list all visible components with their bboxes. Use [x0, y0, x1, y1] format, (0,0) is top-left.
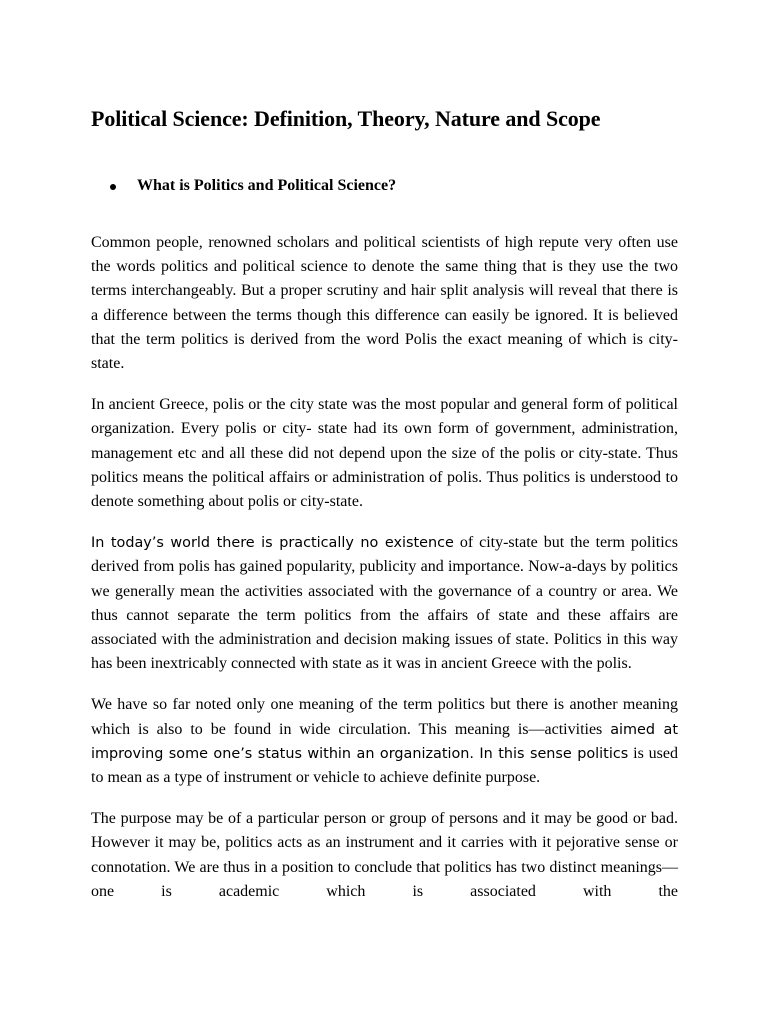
paragraph-text: We have so far noted only one meaning of the term politics but there is another meaning which is also to be found in wide circulation. This meaning is—activities — [91, 696, 678, 738]
paragraph-text: Common people, renowned scholars and political scientists of high repute very often use the words politics and political science to denote the same thing that is they use the two terms interchangeably. But a proper scrutiny and hair split analysis will reveal that there is a difference between the terms though this difference can easily be ignored. It is believed that the term politics is derived from the word Polis the exact meaning of which is city-state. — [91, 234, 678, 373]
document-page — [91, 102, 678, 904]
paragraph-text: The purpose may be of a particular person or group of persons and it may be good or bad. However it may be, politics acts as an instrument and it carries with it pejorative sense or connotation. We are thus in a position to conclude that politics has two distinct meanings—one is academic which is associated with the — [91, 810, 678, 900]
bullet-item — [137, 174, 678, 198]
sans-serif-text-segment: aimed at improving some one’s status within an organization. In this sense politics — [91, 721, 679, 762]
document-title: Political Science: Definition, Theory, Nature and Scope — [91, 106, 601, 131]
paragraph-text: In ancient Greece, polis or the city state was the most popular and general form of political organization. Every polis or city- state had its own form of government, administration, management etc and all these did not depend upon the size of the polis or city-state. Thus politics means the political affairs or administration of polis. Thus politics is understood to denote something about polis or city-state. — [91, 396, 678, 511]
paragraph-text: of city-state but the term politics derived from polis has gained popularity, publicity and importance. Now-a-days by politics we generally mean the activities associated with the governance of a country or area. We thus cannot separate the term politics from the affairs of state and these affairs are associated with the administration and decision making issues of state. Politics in this way has been inextricably connected with state as it was in ancient Greece with the polis. — [91, 534, 678, 673]
bullet-list — [91, 174, 678, 198]
bullet-item-text: What is Politics and Political Science? — [137, 177, 397, 194]
paragraph-1 — [91, 231, 678, 376]
paragraph-4 — [91, 693, 678, 790]
paragraph-2 — [91, 393, 678, 514]
paragraph-5 — [91, 807, 678, 904]
paragraph-text: is used to mean as a type of instrument or vehicle to achieve definite purpose. — [91, 744, 679, 787]
sans-serif-text-segment: In today’s world there is practically no existence — [91, 535, 454, 552]
bullet-dot-icon — [110, 184, 116, 190]
paragraph-3 — [91, 531, 678, 676]
